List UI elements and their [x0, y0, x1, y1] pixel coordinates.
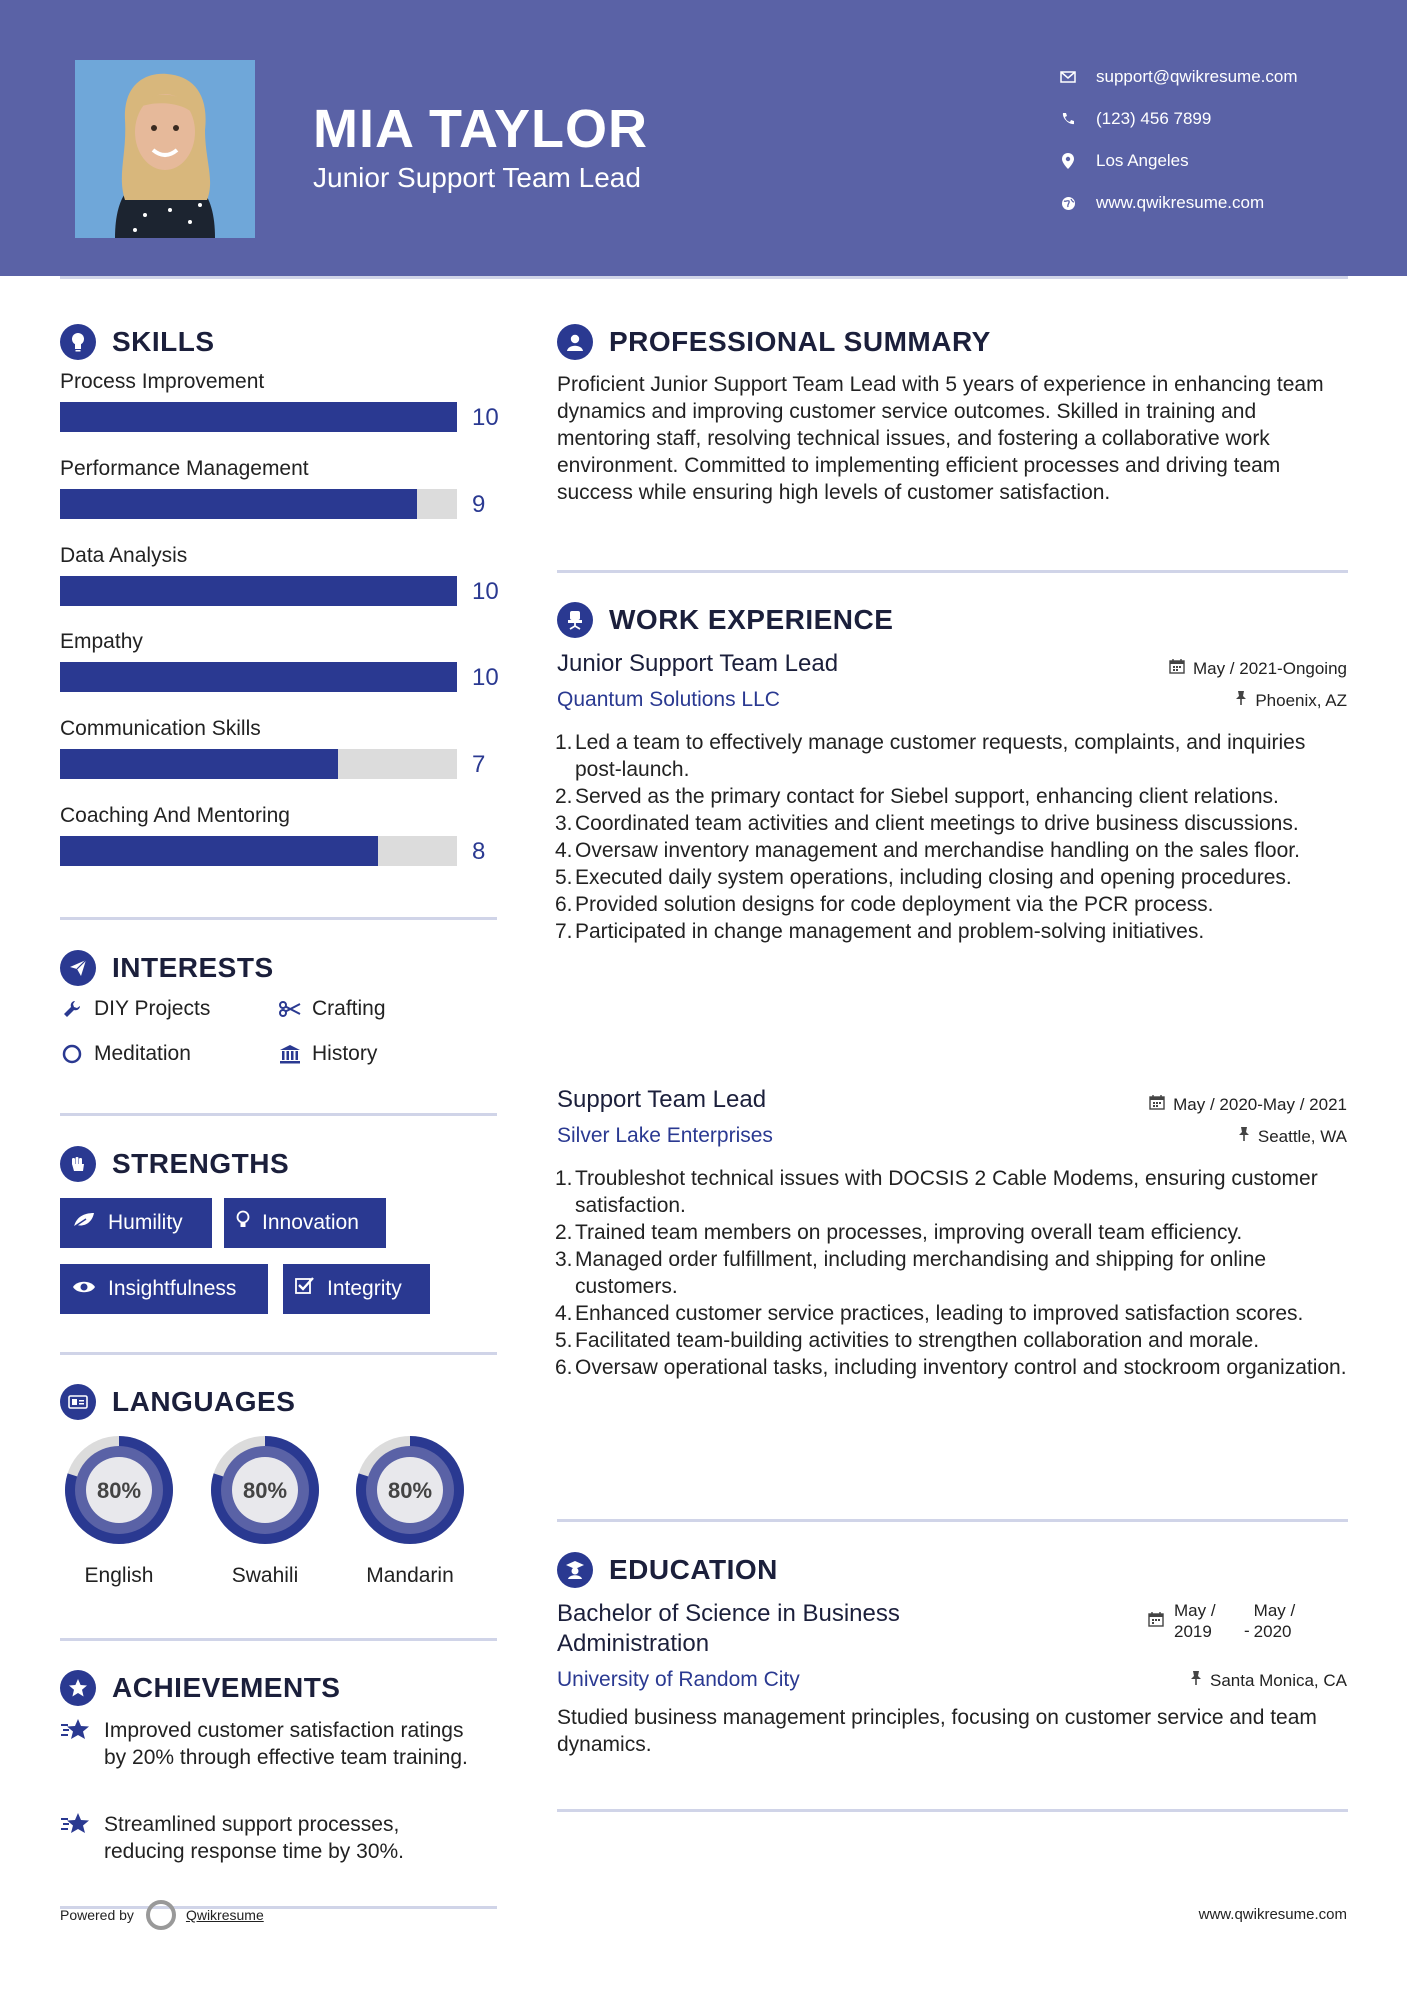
- list-item: 3. Managed order fulfillment, including merchandising and shipping for online customers.: [555, 1248, 1267, 1298]
- list-item: 7. Participated in change management and problem-solving initiatives.: [555, 920, 1205, 943]
- job-date-text: May / 2020-May / 2021: [1173, 1094, 1347, 1114]
- strength-badge: [224, 1198, 386, 1248]
- list-item: 4. Oversaw inventory management and merchandise handling on the sales floor.: [555, 839, 1300, 862]
- skill-label: Performance Management: [60, 457, 309, 480]
- language-item: [59, 1430, 179, 1588]
- strength-label: Humility: [108, 1211, 183, 1234]
- lightbulb-icon: [236, 1210, 250, 1236]
- language-ring: [205, 1430, 325, 1550]
- wrench-icon: [60, 999, 84, 1019]
- candidate-name: MIA TAYLOR: [313, 99, 649, 159]
- language-card-icon: [60, 1384, 96, 1420]
- contact-email-text: support@qwikresume.com: [1096, 67, 1298, 86]
- languages-title: LANGUAGES: [112, 1386, 296, 1417]
- pushpin-icon: [1238, 1126, 1250, 1147]
- calendar-icon: [1149, 1094, 1165, 1115]
- interests-divider: [60, 1113, 497, 1116]
- list-item: 5. Facilitated team-building activities to strengthen collaboration and morale.: [555, 1329, 1260, 1352]
- circle-icon: [60, 1044, 84, 1064]
- scissors-icon: [278, 1001, 302, 1017]
- date-separator: -: [1244, 1621, 1250, 1640]
- job-location: [1235, 690, 1347, 711]
- profile-photo-image: [75, 60, 255, 238]
- language-percent: 80%: [242, 1478, 288, 1503]
- paper-plane-icon: [60, 950, 96, 986]
- summary-text: Proficient Junior Support Team Lead with 5 years of experience in enhancing team dynamics and improving customer service outcomes. Skilled in training and mentoring staff, resolving technical issues, and fostering a collaborative work environment. Committed to implementing efficient processes and driving team success while ensuring high levels of customer satisfaction.: [557, 373, 1324, 504]
- education-location-text: Santa Monica, CA: [1209, 1670, 1347, 1690]
- contact-email[interactable]: [1050, 56, 1298, 98]
- contact-location-text: Los Angeles: [1096, 151, 1189, 170]
- skill-item: [60, 717, 510, 778]
- contact-list: [1050, 56, 1298, 224]
- list-item: 3. Coordinated team activities and client meetings to drive business discussions.: [555, 812, 1299, 835]
- contact-website-text: www.qwikresume.com: [1096, 193, 1265, 212]
- skill-item: [60, 630, 510, 691]
- location-pin-icon: [1050, 153, 1086, 169]
- strengths-title: STRENGTHS: [112, 1148, 290, 1179]
- skill-label: Empathy: [60, 630, 143, 653]
- job-responsibilities: [557, 1165, 1347, 1381]
- job-location-text: Seattle, WA: [1257, 1126, 1347, 1146]
- eye-icon: [72, 1278, 96, 1301]
- interest-item: [278, 997, 386, 1021]
- skill-item: [60, 457, 510, 518]
- interests-heading: [60, 950, 274, 986]
- degree-line-2: Administration: [557, 1630, 710, 1657]
- skills-divider: [60, 917, 497, 920]
- summary-heading: [557, 324, 991, 360]
- job-date: [1149, 1094, 1347, 1115]
- skill-item: [60, 544, 510, 605]
- skill-bar: [60, 402, 457, 432]
- education-date-end: May / 2020: [1253, 1601, 1296, 1641]
- language-percent: 80%: [387, 1478, 433, 1503]
- interest-item: [278, 1042, 377, 1066]
- list-item: 4. Enhanced customer service practices, leading to improved satisfaction scores.: [555, 1302, 1304, 1325]
- skill-bar: [60, 836, 457, 866]
- languages-heading: [60, 1384, 295, 1420]
- phone-icon: [1050, 112, 1086, 126]
- skill-label: Data Analysis: [60, 544, 188, 567]
- skill-bar-fill: [60, 749, 338, 779]
- job-location-text: Phoenix, AZ: [1255, 690, 1347, 710]
- interest-label: Crafting: [312, 997, 386, 1020]
- education-divider: [557, 1809, 1348, 1812]
- skill-bar: [60, 489, 457, 519]
- contact-website[interactable]: [1050, 182, 1298, 224]
- interest-label: Meditation: [94, 1042, 191, 1065]
- star-icon: [60, 1717, 92, 1771]
- achievement-item: [60, 1811, 480, 1865]
- skill-bar-fill: [60, 402, 457, 432]
- calendar-icon: [1148, 1611, 1164, 1632]
- globe-icon: [1050, 196, 1086, 211]
- strength-badge: [60, 1264, 268, 1314]
- skill-bar-fill: [60, 576, 457, 606]
- skill-label: Communication Skills: [60, 717, 261, 740]
- interest-item: [60, 1042, 191, 1066]
- strength-label: Integrity: [327, 1277, 402, 1300]
- language-ring: [350, 1430, 470, 1550]
- skill-bar-fill: [60, 836, 378, 866]
- achievement-text: Streamlined support processes, reducing response time by 30%.: [104, 1813, 404, 1863]
- education-date-start: May / 2019: [1174, 1601, 1216, 1641]
- footer-url[interactable]: www.qwikresume.com: [1198, 1906, 1347, 1923]
- language-item: [350, 1430, 470, 1588]
- strength-badge: [60, 1198, 212, 1248]
- language-label: Mandarin: [366, 1564, 454, 1587]
- skill-value: 10: [472, 664, 499, 691]
- leaf-icon: [72, 1211, 96, 1235]
- language-percent: 80%: [96, 1478, 142, 1503]
- skill-bar: [60, 576, 457, 606]
- degree-line-1: Bachelor of Science in Business: [557, 1600, 900, 1627]
- job-responsibilities: [557, 729, 1347, 945]
- skill-value: 10: [472, 404, 499, 431]
- list-item: 6. Provided solution designs for code deployment via the PCR process.: [555, 893, 1214, 916]
- star-icon: [60, 1811, 92, 1865]
- job-title: Support Team Lead: [557, 1086, 767, 1113]
- lightbulb-icon: [60, 324, 96, 360]
- powered-by-text: Powered by: [60, 1907, 134, 1923]
- skill-label: Process Improvement: [60, 370, 265, 393]
- job-date-text: May / 2021-Ongoing: [1192, 658, 1347, 678]
- skill-bar: [60, 749, 457, 779]
- skill-value: 8: [472, 838, 486, 865]
- skill-label: Coaching And Mentoring: [60, 804, 290, 827]
- achievement-item: [60, 1717, 480, 1771]
- school-name: University of Random City: [557, 1668, 800, 1691]
- skills-heading: [60, 324, 215, 360]
- contact-phone[interactable]: [1050, 98, 1298, 140]
- skill-item: [60, 804, 510, 865]
- list-item: 1. Led a team to effectively manage customer requests, complaints, and inquiries post-launch.: [555, 731, 1306, 781]
- resume-header: [0, 0, 1407, 276]
- achievements-title: ACHIEVEMENTS: [112, 1672, 341, 1703]
- interest-item: [60, 997, 210, 1021]
- checkbox-icon: [295, 1277, 315, 1301]
- interests-title: INTERESTS: [112, 952, 274, 983]
- experience-divider: [557, 1519, 1348, 1522]
- qwikresume-logo-icon: [146, 1900, 176, 1930]
- summary-title: PROFESSIONAL SUMMARY: [609, 326, 991, 357]
- education-date: [1148, 1600, 1302, 1642]
- skill-item: [60, 370, 510, 431]
- list-item: 6. Oversaw operational tasks, including inventory control and stockroom organization.: [555, 1356, 1347, 1379]
- achievement-text: Improved customer satisfaction ratings by 20% through effective team training.: [104, 1719, 468, 1769]
- education-location: [1190, 1670, 1347, 1691]
- pushpin-icon: [1235, 690, 1247, 711]
- language-ring: [59, 1430, 179, 1550]
- strength-label: Insightfulness: [108, 1277, 237, 1300]
- skill-bar-fill: [60, 489, 417, 519]
- strength-badge: [283, 1264, 430, 1314]
- strength-label: Innovation: [262, 1211, 359, 1234]
- graduate-icon: [557, 1552, 593, 1588]
- envelope-icon: [1050, 71, 1086, 83]
- job-location: [1238, 1126, 1347, 1147]
- language-label: English: [84, 1564, 154, 1587]
- pushpin-icon: [1190, 1670, 1202, 1691]
- interest-label: DIY Projects: [94, 997, 211, 1020]
- chair-icon: [557, 602, 593, 638]
- experience-title: WORK EXPERIENCE: [609, 604, 894, 635]
- education-heading: [557, 1552, 778, 1588]
- education-description: Studied business management principles, focusing on customer service and team dynamics.: [557, 1706, 1317, 1756]
- list-item: 5. Executed daily system operations, including closing and opening procedures.: [555, 866, 1292, 889]
- header-divider: [60, 276, 1348, 279]
- calendar-icon: [1169, 658, 1185, 679]
- profile-photo: [75, 60, 255, 238]
- achievements-heading: [60, 1670, 340, 1706]
- interest-label: History: [312, 1042, 378, 1065]
- job-date: [1169, 658, 1347, 679]
- strengths-heading: [60, 1146, 289, 1182]
- company-name: Silver Lake Enterprises: [557, 1124, 773, 1147]
- raised-fist-icon: [60, 1146, 96, 1182]
- skill-bar-fill: [60, 662, 457, 692]
- strengths-divider: [60, 1352, 497, 1355]
- user-icon: [557, 324, 593, 360]
- skill-value: 10: [472, 578, 499, 605]
- candidate-title: Junior Support Team Lead: [313, 162, 641, 193]
- skill-value: 7: [472, 751, 486, 778]
- list-item: 2. Trained team members on processes, improving overall team efficiency.: [555, 1221, 1243, 1244]
- list-item: 2. Served as the primary contact for Siebel support, enhancing client relations.: [555, 785, 1279, 808]
- company-name: Quantum Solutions LLC: [557, 688, 780, 711]
- list-item: 1. Troubleshot technical issues with DOCSIS 2 Cable Modems, ensuring customer satisfaction.: [555, 1167, 1318, 1217]
- languages-divider: [60, 1638, 497, 1641]
- language-label: Swahili: [231, 1564, 299, 1587]
- job-title: Junior Support Team Lead: [557, 650, 839, 677]
- language-item: [205, 1430, 325, 1588]
- experience-heading: [557, 602, 893, 638]
- contact-location: [1050, 140, 1298, 182]
- education-title: EDUCATION: [609, 1554, 778, 1585]
- skill-value: 9: [472, 491, 486, 518]
- skill-bar: [60, 662, 457, 692]
- brand-link[interactable]: Qwikresume: [185, 1907, 264, 1923]
- contact-phone-text: (123) 456 7899: [1096, 109, 1212, 128]
- footer-powered-by: [60, 1900, 264, 1930]
- summary-divider: [557, 570, 1348, 573]
- museum-icon: [278, 1044, 302, 1064]
- star-badge-icon: [60, 1670, 96, 1706]
- skills-title: SKILLS: [112, 326, 215, 357]
